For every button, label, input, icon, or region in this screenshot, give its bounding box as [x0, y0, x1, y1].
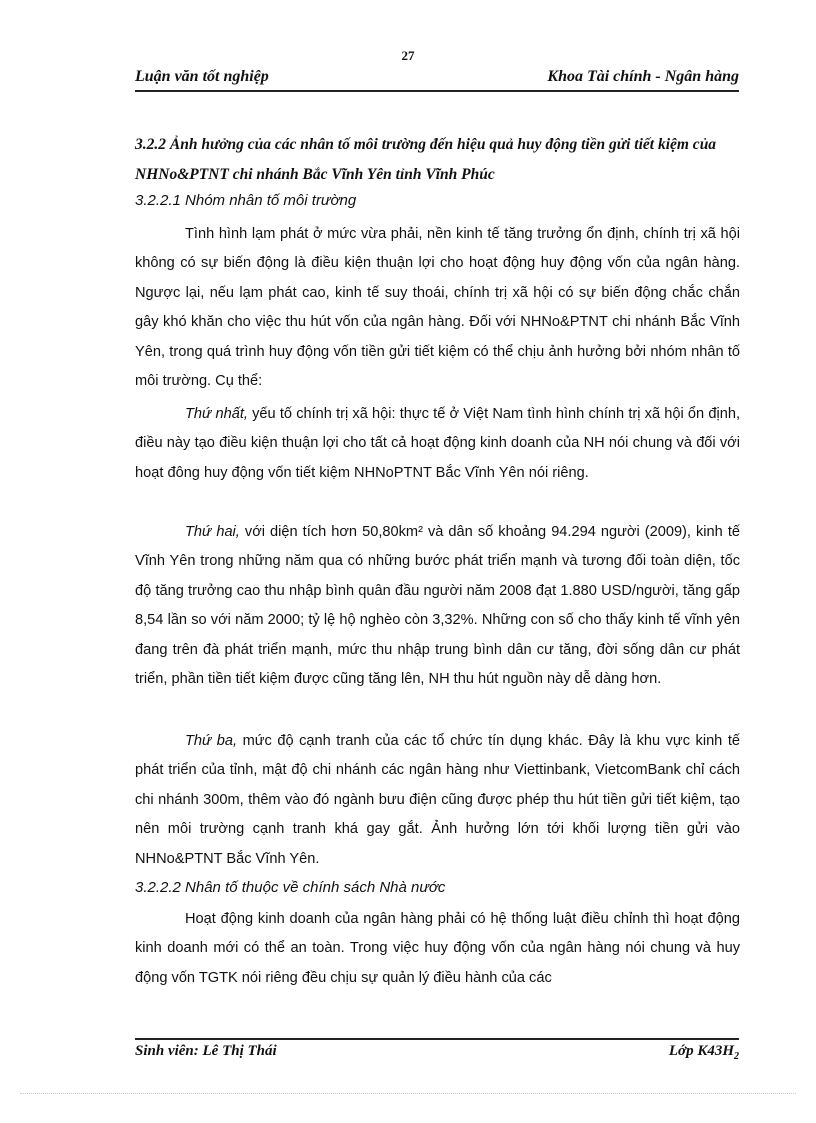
paragraph-2-lead: Thứ nhất,	[185, 406, 248, 422]
paragraph-1: Tình hình lạm phát ở mức vừa phải, nền kinh tế tăng trưởng ổn định, chính trị xã hội không có sự biến động là điều kiện thuận lợi cho hoạt động huy động vốn của ngân hàng. Ngược lại, nếu lạm phát cao, kinh tế suy thoái, chính trị xã hội có sự biến động chắc chắn gây khó khăn cho việc thu hút vốn của ngân hàng. Đối với NHNo&PTNT chi nhánh Bắc Vĩnh Yên, trong quá trình huy động vốn tiền gửi tiết kiệm có thể chịu ảnh hưởng bởi nhóm nhân tố môi trường. Cụ thể:	[135, 226, 740, 390]
footer-class-label	[669, 1043, 739, 1062]
paragraph-2-body: yếu tố chính trị xã hội: thực tế ở Việt Nam tình hình chính trị xã hội ổn định, điều này tạo điều kiện thuận lợi cho tất cả hoạt động kinh doanh của NH nói chung và đối với hoạt đông huy động vốn tiết kiệm NHNoPTNT Bắc Vĩnh Yên nói riêng.	[135, 406, 740, 481]
paragraph-4-lead: Thứ ba,	[185, 733, 238, 749]
page-bottom-dotted-line	[20, 1093, 796, 1094]
paragraph-4	[135, 727, 740, 874]
page-number: 27	[401, 48, 415, 63]
page-header	[135, 66, 739, 92]
paragraph-2	[135, 400, 740, 488]
paragraph-3-lead: Thứ hai,	[185, 524, 240, 540]
paragraph-5: Hoạt động kinh doanh của ngân hàng phải có hệ thống luật điều chỉnh thì hoạt động kinh doanh mới có thể an toàn. Trong việc huy động vốn của ngân hàng nói chung và huy động vốn TGTK nói riêng đều chịu sự quản lý điều hành của các	[135, 911, 740, 986]
footer-class-main: Lớp K43H	[668, 1043, 734, 1059]
subsection-heading-2: 3.2.2.2 Nhân tố thuộc về chính sách Nhà nước	[135, 879, 446, 896]
paragraph-4-body: mức độ cạnh tranh của các tổ chức tín dụng khác. Đây là khu vực kinh tế phát triển của tỉnh, mật độ chi nhánh các ngân hàng như Viettinbank, VietcomBank chỉ cách chi nhánh 300m, thêm vào đó ngành bưu điện cũng được phép thu hút tiền gửi tiết kiệm, tạo nên môi trường cạnh tranh khá gay gắt. Ảnh hưởng lớn tới khối lượng tiền gửi vào NHNo&PTNT Bắc Vĩnh Yên.	[135, 733, 740, 867]
paragraph-3-body: với diện tích hơn 50,80km² và dân số khoảng 94.294 người (2009), kinh tế Vĩnh Yên trong những năm qua có những bước phát triển mạnh và tương đối toàn diện, tốc độ tăng trưởng cao thu nhập bình quân đầu người năm 2008 đạt 1.880 USD/người, tăng gấp 8,54 lần so với năm 2000; tỷ lệ hộ nghèo còn 3,32%. Những con số cho thấy kinh tế vĩnh yên đang trên đà phát triển mạnh, mức thu nhập trung bình dân cư tăng, đời sống dân cư phát triển, phần tiền tiết kiệm được cũng tăng lên, NH thu hút nguồn này dễ dàng hơn.	[135, 524, 740, 688]
subsection-heading-1: 3.2.2.1 Nhóm nhân tố môi trường	[135, 192, 357, 209]
paragraph-3	[135, 518, 740, 694]
footer-class-subscript: 2	[734, 1051, 739, 1062]
header-faculty-label: Khoa Tài chính - Ngân hàng	[547, 68, 739, 85]
header-thesis-label: Luận văn tốt nghiệp	[135, 68, 269, 85]
page-footer	[135, 1038, 739, 1062]
footer-student-label: Sinh viên: Lê Thị Thái	[135, 1043, 277, 1059]
section-title: 3.2.2 Ảnh hưởng của các nhân tố môi trường đến hiệu quả huy động tiền gửi tiết kiệm của NHNo&PTNT chi nhánh Bắc Vĩnh Yên tỉnh Vĩnh Phúc	[135, 136, 717, 183]
